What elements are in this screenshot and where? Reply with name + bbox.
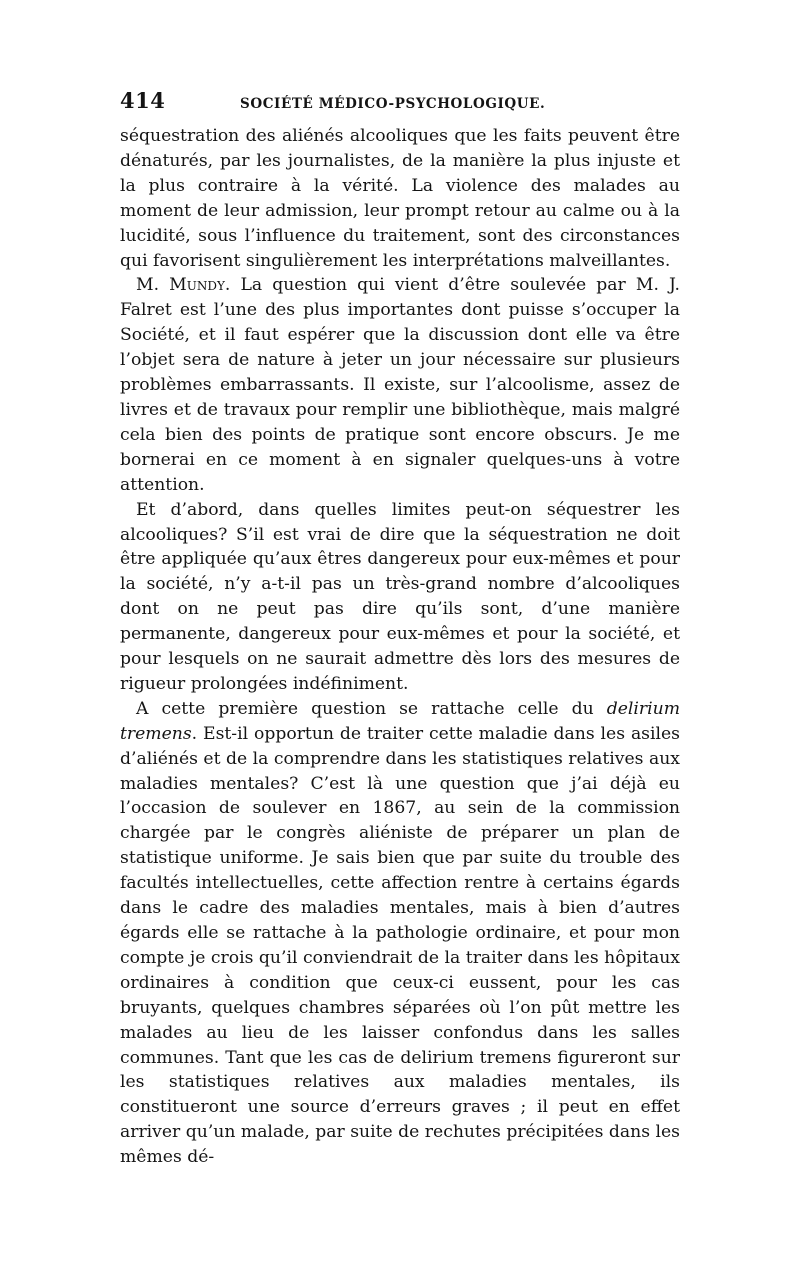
running-title: SOCIÉTÉ MÉDICO-PSYCHOLOGIQUE. [240,96,546,112]
paragraph-2 [120,273,680,497]
paragraph-2-text: . La question qui vient d’être soulevée par M. J. Falret est l’une des plus importantes dont puisse s’occuper la Société, et il faut espérer que la discussion dont elle va être l’objet sera de nature à jeter un jour nécessaire sur plusieurs problèmes embarrassants. Il existe, sur l’alcoolisme, assez de livres et de travaux pour remplir une bibliothèque, mais malgré cela bien des points de pratique sont encore obscurs. Je me bornerai en ce moment à en signaler quelques-uns à votre attention. [120,275,681,495]
body-text [120,124,680,1170]
paragraph-4-start: A cette première question se rattache celle du [136,698,607,719]
paragraph-3: Et d’abord, dans quelles limites peut-on séquestrer les alcooliques? S’il est vrai de dire que la séquestration ne doit être appliquée qu’aux êtres dangereux pour eux-mêmes et pour la société, n’y a-t-il pas un très-grand nombre d’alcooliques dont on ne peut pas dire qu’ils sont, d’une manière permanente, dangereux pour eux-mêmes et pour la société, et pour lesquels on ne saurait admettre dès lors des mesures de rigueur prolongées indéfiniment. [120,499,680,694]
speaker-name: Mundy [169,275,225,296]
page-number: 414 [120,88,166,113]
paragraph-1: séquestration des aliénés alcooliques que les faits peuvent être dénaturés, par les journalistes, de la manière la plus injuste et la plus contraire à la vérité. La violence des malades au moment de leur admission, leur prompt retour au calme ou à la lucidité, sous l’influence du traitement, sont des circonstances qui favorisent singulièrement les interprétations malveillantes. [120,126,680,271]
paragraph-4-rest: . Est-il opportun de traiter cette maladie dans les asiles d’aliénés et de la comprendre dans les statistiques relatives aux maladies mentales? C’est là une question que j’ai déjà eu l’occasion de soulever en 1867, au sein de la commission chargée par le congrès aliéniste de préparer un plan de statistique uniforme. Je sais bien que par suite du trouble des facultés intellectuelles, cette affection rentre à certains égards dans le cadre des maladies mentales, mais à bien d’autres égards elle se rattache à la pathologie ordinaire, et pour mon compte je crois qu’il conviendrait de la traiter dans les hôpitaux ordinaires à condition que ceux-ci eussent, pour les cas bruyants, quelques chambres séparées où l’on pût mettre les malades au lieu de les laisser confondus dans les salles communes. Tant que les cas de delirium tremens figureront sur les statistiques relatives aux maladies mentales, ils constitueront une source d’erreurs graves ; il peut en effet arriver qu’un malade, par suite de rechutes précipitées dans les mêmes dé- [120,723,680,1168]
book-page [120,88,680,1170]
paragraph-4 [120,697,680,1170]
speaker-prefix: M. [136,275,170,296]
running-head [120,88,680,124]
italic-term: delirium tremens [120,698,680,744]
